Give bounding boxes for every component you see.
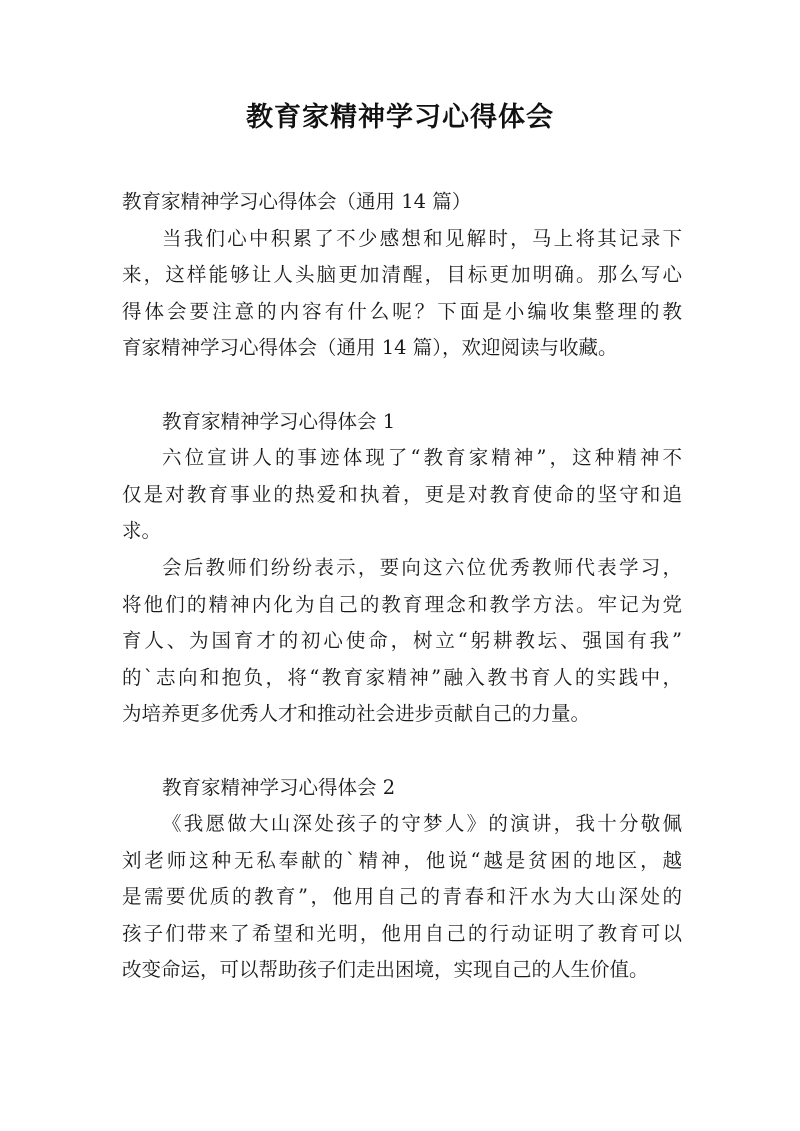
paragraph-line: 为培养更多优秀人才和推动社会进步贡献自己的力量。	[122, 702, 591, 726]
paragraph-line: 会后教师们纷纷表示，要向这六位优秀教师代表学习，	[162, 555, 682, 579]
paragraph-line: 刘老师这种无私奉献的`精神，他说“越是贫困的地区，越	[122, 848, 682, 872]
section-1-paragraph-1	[122, 440, 682, 550]
spacer	[122, 367, 682, 404]
section-1-paragraph-2	[122, 550, 682, 733]
section-1	[122, 404, 682, 733]
intro-line: 当我们心中积累了不少感想和见解时，马上将其记录下	[162, 226, 682, 250]
paragraph-line: 《我愿做大山深处孩子的守梦人》的演讲，我十分敬佩	[162, 812, 682, 836]
intro-line: 得体会要注意的内容有什么呢？下面是小编收集整理的教	[122, 299, 682, 323]
section-heading: 教育家精神学习心得体会 2	[162, 775, 396, 799]
document-title: 教育家精神学习心得体会	[246, 102, 554, 133]
intro-paragraph	[122, 221, 682, 367]
paragraph-line: 育人、为国育才的初心使命，树立“躬耕教坛、强国有我”	[122, 629, 682, 653]
paragraph-line: 孩子们带来了希望和光明，他用自己的行动证明了教育可以	[122, 921, 682, 945]
paragraph-line: 六位宣讲人的事迹体现了“教育家精神”，这种精神不	[162, 446, 682, 470]
document-body	[122, 184, 682, 989]
spacer	[122, 733, 682, 770]
paragraph-line: 改变命运，可以帮助孩子们走出困境，实现自己的人生价值。	[122, 958, 649, 982]
section-heading: 教育家精神学习心得体会 1	[162, 409, 396, 433]
paragraph-line: 求。	[122, 519, 162, 543]
section-2	[122, 770, 682, 990]
intro-line: 育家精神学习心得体会（通用 14 篇），欢迎阅读与收藏。	[122, 336, 618, 360]
paragraph-line: 仅是对教育事业的热爱和执着，更是对教育使命的坚守和追	[122, 482, 682, 506]
intro-line: 来，这样能够让人头脑更加清醒，目标更加明确。那么写心	[122, 263, 682, 287]
section-2-paragraph-1	[122, 806, 682, 989]
paragraph-line: 是需要优质的教育”，他用自己的青春和汗水为大山深处的	[122, 885, 682, 909]
document-subtitle: 教育家精神学习心得体会（通用 14 篇）	[122, 190, 472, 213]
paragraph-line: 的`志向和抱负，将“教育家精神”融入教书育人的实践中，	[122, 665, 682, 689]
paragraph-line: 将他们的精神内化为自己的教育理念和教学方法。牢记为党	[122, 592, 682, 616]
